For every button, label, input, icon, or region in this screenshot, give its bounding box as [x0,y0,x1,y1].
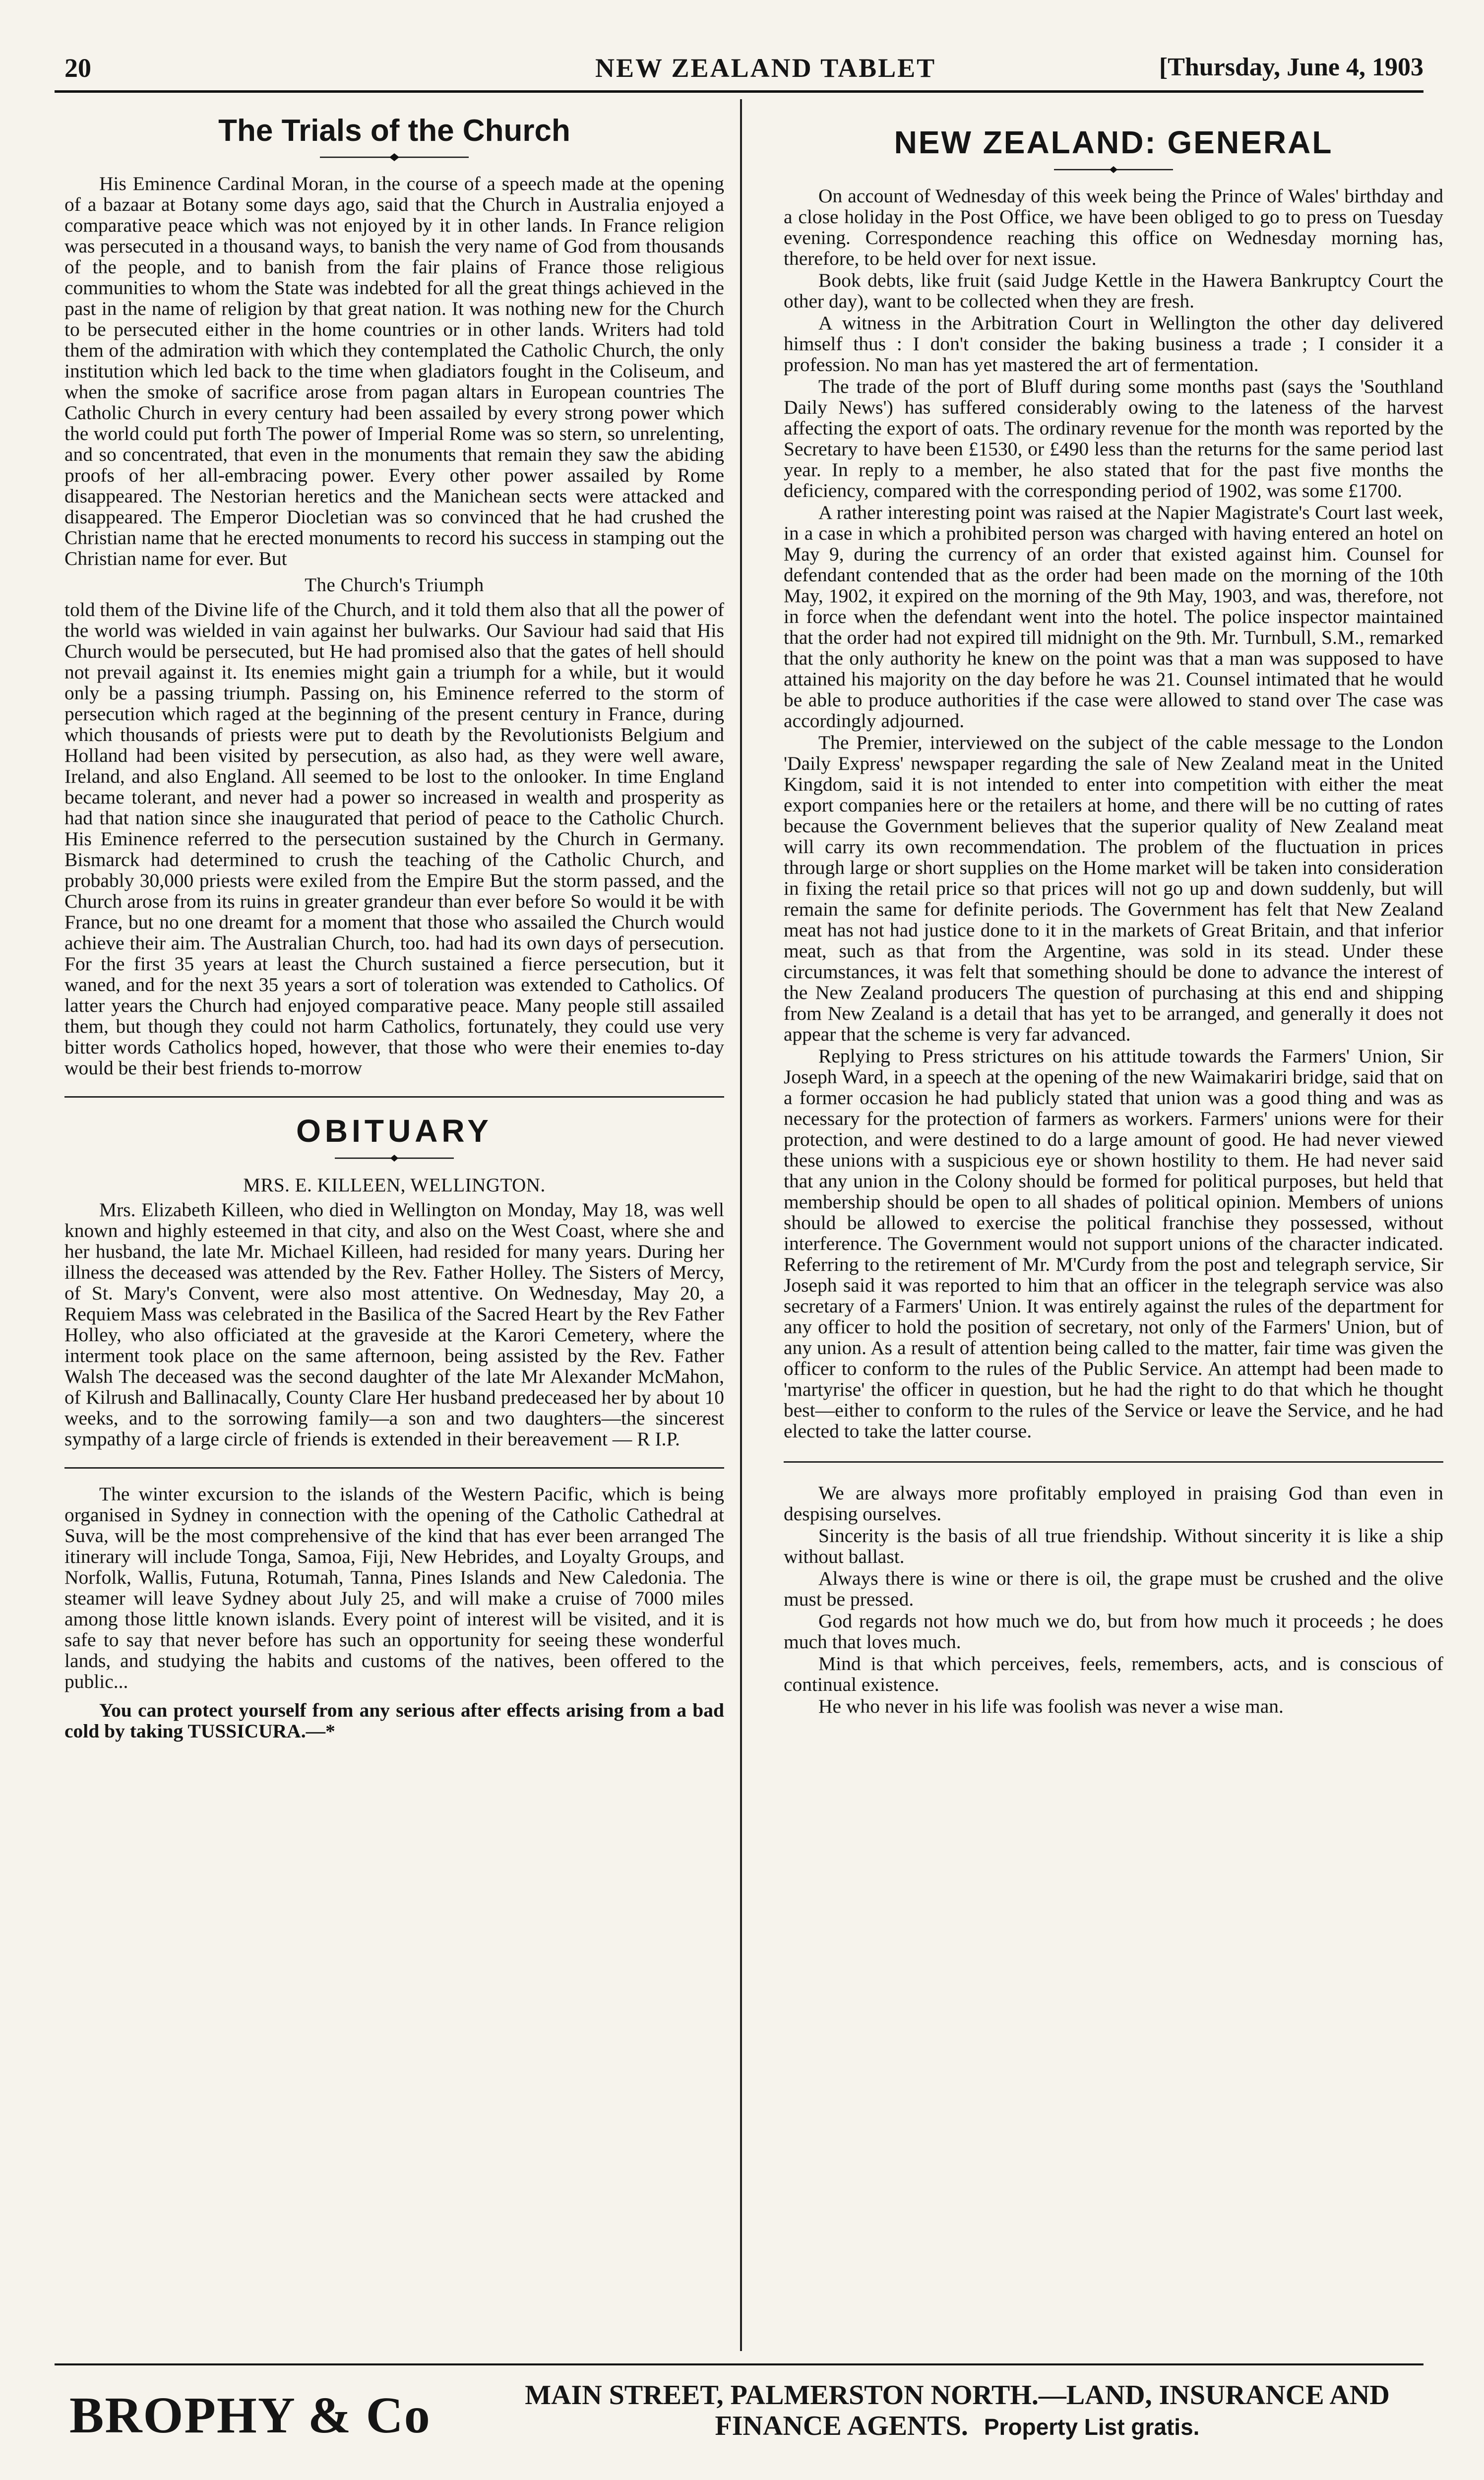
maxim-6: He who never in his life was foolish was never a wise man. [818,1695,1284,1717]
trials-paragraph-2: told them of the Divine life of the Church, and it told them also that all the power of the world was wielded in vain against her bulwarks. Our Saviour had said that His Church would be persecuted, but He had promised also that the gates of hell should not prevail against it. Its enemies might gain a triumph for a while, but it would only be a passing triumph. Passing on, his Eminence referred to the storm of persecution which raged at the beginning of the present century in France, during which thousands of priests were put to death by the Revolutionists Belgium and Holland had been visited by persecution, as also had, as they were well aware, Ireland, and also England. All seemed to be lost to the onlooker. In time England became tolerant, and never had a power so increased in wealth and prosperity as had that nation since she inaugurated that period of peace to the Catholic Church. His Eminence referred to the persecution sustained by the Church in Germany. Bismarck had determined to crush the teaching of the Catholic Church, and probably 30,000 priests were exiled from the Empire But the storm passed, and the Church arose from its ruins in greater grandeur than ever before So would it be with France, but no one dreamt for a moment that those who assailed the Church would achieve their aim. The Australian Church, too. had had its own days of persecution. For the first 35 years at least the Church sustained a fierce persecution, but it waned, and for the next 35 years a sort of toleration was extended to Catholics. Of latter years the Church had enjoyed comparative peace. Many people still assailed them, but though they could not harm Catholics, fortunately, they could use very bitter words Catholics hoped, however, that those who were their enemies to-day would be their best friends to-morrow [64,599,724,1079]
triumph-subheading: The Church's Triumph [305,574,484,596]
address-line-1: MAIN STREET, PALMERSTON NORTH.—LAND, INSURANCE AND [525,2380,1390,2411]
maxim-2: Sincerity is the basis of all true friendship. Without sincerity it is like a ship without ballast. [784,1525,1443,1567]
obituary-paragraph: Mrs. Elizabeth Killeen, who died in Wellington on Monday, May 18, was well known and highly esteemed in that city, and also on the West Coast, where she and her husband, the late Mr. Michael Killeen, had resided for many years. During her illness the deceased was attended by the Rev. Father Holley. The Sisters of Mercy, of St. Mary's Convent, were also most attentive. On Wednesday, May 20, a Requiem Mass was celebrated in the Basilica of the Sacred Heart by the Rev Father Holley, who also officiated at the graveside at the Karori Cemetery, where the interment took place on the same afternoon, being assisted by the Rev. Father Walsh The deceased was the second daughter of the late Mr Alexander McMahon, of Kilrush and Ballinacally, County Clare Her husband predeceased her by about 10 weeks, and to the sorrowing family—a son and two daughters—the sincerest sympathy of a large circle of friends is extended in their bereavement — R I.P. [64,1199,724,1450]
property-list-note: Property List gratis. [984,2414,1200,2440]
maxim-4: God regards not how much we do, but from how much it proceeds ; he does much that loves much. [784,1610,1443,1653]
advertisement-footer [69,2376,1409,2450]
address-line-2 [506,2411,1409,2442]
header-rule [55,90,1423,93]
masthead [55,46,1423,90]
footer-rule [55,2363,1423,2365]
maxim-5: Mind is that which perceives, feels, remembers, acts, and is conscious of continual existence. [784,1653,1443,1695]
general-paragraph-2: Book debts, like fruit (said Judge Kettle in the Hawera Bankruptcy Court the other day), want to be collected when they are fresh. [784,269,1443,312]
ornament-divider-icon [1034,165,1193,175]
trials-heading: The Trials of the Church [218,114,570,148]
brophy-brand: BROPHY & Co [69,2387,431,2444]
obituary-subheading: MRS. E. KILLEEN, WELLINGTON. [243,1175,546,1196]
paper-title: NEW ZEALAND TABLET [595,53,936,83]
general-paragraph-5: A rather interesting point was raised at the Napier Magistrate's Court last week, in a case in which a prohibited person was charged with having entered an hotel on May 9, during the currency of an order that existed against him. Counsel for defendant contended that as the order had been made on the morning of the 10th May, 1902, it expired on the morning of the 9th May, 1903, and was, therefore, not in force when the defendant went into the hotel. The police inspector maintained that the order had not expired till midnight on the 9th. Mr. Turnbull, S.M., remarked that the only authority he knew on the point was that a man was supposed to have attained his majority on the day before he was 21. Counsel intimated that he would be able to produce authorities if the case were allowed to stand over The case was accordingly adjourned. [784,501,1443,732]
general-paragraph-4: The trade of the port of Bluff during some months past (says the 'Southland Daily News') has suffered considerably owing to the lateness of the harvest affecting the export of oats. The ordinary revenue for the month was reported by the Secretary to have been £1530, or £490 less than the returns for the same period last year. In reply to a member, he also stated that for the past five months the deficiency, compared with the corresponding period of 1902, was some £1700. [784,375,1443,501]
general-paragraph-7: Replying to Press strictures on his attitude towards the Farmers' Union, Sir Joseph Ward, in a speech at the opening of the new Waimakariri bridge, said that on a former occasion he had publicly stated that union was a good thing and was as necessary for the protection of farmers as workers. Farmers' unions were for their protection, and were destined to do a large amount of good. He had never viewed these unions with a suspicious eye or shown hostility to them. He had never said that any union in the Colony should be formed for political purposes, but held that membership should be open to all shades of political opinion. Members of unions should be allowed to exercise the political franchise they possessed, without interference. The Government would not support unions of the character indicated. Referring to the retirement of Mr. M'Curdy from the post and telegraph service, Sir Joseph said it was reported to him that an officer in the telegraph service was also secretary of a Farmers' Union. It was entirely against the rules of the department for any officer to hold the position of secretary, not only of the Farmers' Union, but of any union. As a result of attention being called to the matter, fair time was given the officer to conform to the rules of the Public Service. An attempt had been made to 'martyrise' the officer in question, but he had the right to do that which he thought best—either to conform to the rules of the Service or leave the Service, and he had elected to take the latter course. [784,1045,1443,1442]
section-rule [64,1467,724,1469]
maxim-3: Always there is wine or there is oil, the grape must be crushed and the olive must be pressed. [784,1567,1443,1610]
general-heading: NEW ZEALAND: GENERAL [894,124,1333,160]
tussicura-ad: You can protect yourself from any serious after effects arising from a bad cold by taking TUSSICURA.—* [64,1699,724,1742]
brophy-address [506,2380,1409,2442]
address-line-2-text: FINANCE AGENTS. [715,2411,968,2441]
column-divider [740,99,742,2351]
general-paragraph-3: A witness in the Arbitration Court in Wellington the other day delivered himself thus : I don't consider the baking business a trade ; I consider it a profession. No man has yet mastered the art of fermentation. [784,312,1443,375]
right-column [784,99,1443,1717]
left-column [64,99,724,1741]
ornament-divider-icon [315,1153,474,1163]
issue-date: [Thursday, June 4, 1903 [1159,53,1423,81]
obituary-heading: OBITUARY [296,1113,493,1149]
general-paragraph-6: The Premier, interviewed on the subject of the cable message to the London 'Daily Express' newspaper regarding the sale of New Zealand meat in the United Kingdom, said it is not intended to enter into competition with either the meat export companies here or the retailers at home, and there will be no cutting of rates because the Government believes that the superior quality of New Zealand meat will carry its own recommendation. The problem of the fluctuation in prices through large or short supplies on the Home market will be taken into consideration in fixing the retail price so that prices will not go up and down suddenly, but will remain the same for definite periods. The Government has felt that New Zealand meat has not had justice done to it in the markets of Great Britain, and that inferior meat, such as that from the Argentine, was sold in its stead. Under these circumstances, it was felt that something should be done to advance the interest of the New Zealand producers The question of purchasing at this end and shipping from New Zealand is a detail that has yet to be arranged, and generally it does not appear that the scheme is very far advanced. [784,732,1443,1045]
section-rule [784,1461,1443,1463]
page-number: 20 [64,53,91,83]
general-paragraph-1: On account of Wednesday of this week being the Prince of Wales' birthday and a close holiday in the Post Office, we have been obliged to go to press on Tuesday evening. Correspondence reaching this office on Wednesday morning has, therefore, to be held over for next issue. [784,185,1443,269]
maxim-1: We are always more profitably employed in praising God than even in despising ourselves. [784,1482,1443,1525]
section-rule [64,1096,724,1098]
winter-excursion-paragraph: The winter excursion to the islands of the Western Pacific, which is being organised in Sydney in connection with the opening of the Catholic Cathedral at Suva, will be the most comprehensive of the kind that has ever been arranged The itinerary will include Tonga, Samoa, Fiji, New Hebrides, and Loyalty Groups, and Norfolk, Wallis, Futuna, Rotumah, Tanna, Pines Islands and New Caledonia. The steamer will leave Sydney about July 25, and will make a cruise of 7000 miles among those little known islands. Every point of interest will be visited, and it is safe to say that never before has such an opportunity for seeing these wonderful lands, and studying the habits and customs of the natives, been offered to the public... [64,1483,724,1692]
ornament-divider-icon [315,152,474,162]
trials-paragraph-1: His Eminence Cardinal Moran, in the course of a speech made at the opening of a bazaar at Botany some days ago, said that the Church in Australia enjoyed a comparative peace which was not enjoyed by it in other lands. In France religion was persecuted in a thousand ways, to banish the very name of God from thousands of the people, and to banish from the fair plains of France those religious communities to whom the State was indebted for all the great things achieved in the past in the name of religion by that great nation. It was nothing new for the Church to be persecuted either in the home countries or in other lands. Writers had told them of the admiration with which they contemplated the Catholic Church, the only institution which led back to the time when gladiators fought in the Coliseum, and when the smoke of sacrifice arose from pagan altars in European countries The Catholic Church in every century had been assailed by every strong power which the world could put forth The power of Imperial Rome was so stern, so unrelenting, and so concentrated, that even in the monuments that remain they saw the abiding proofs of her all-embracing power. Every other power assailed by Rome disappeared. The Nestorian heretics and the Manichean sects were attacked and disappeared. The Emperor Diocletian was so convinced that he had crushed the Christian name that he erected monuments to record his success in stamping out the Christian name for ever. But [64,173,724,569]
